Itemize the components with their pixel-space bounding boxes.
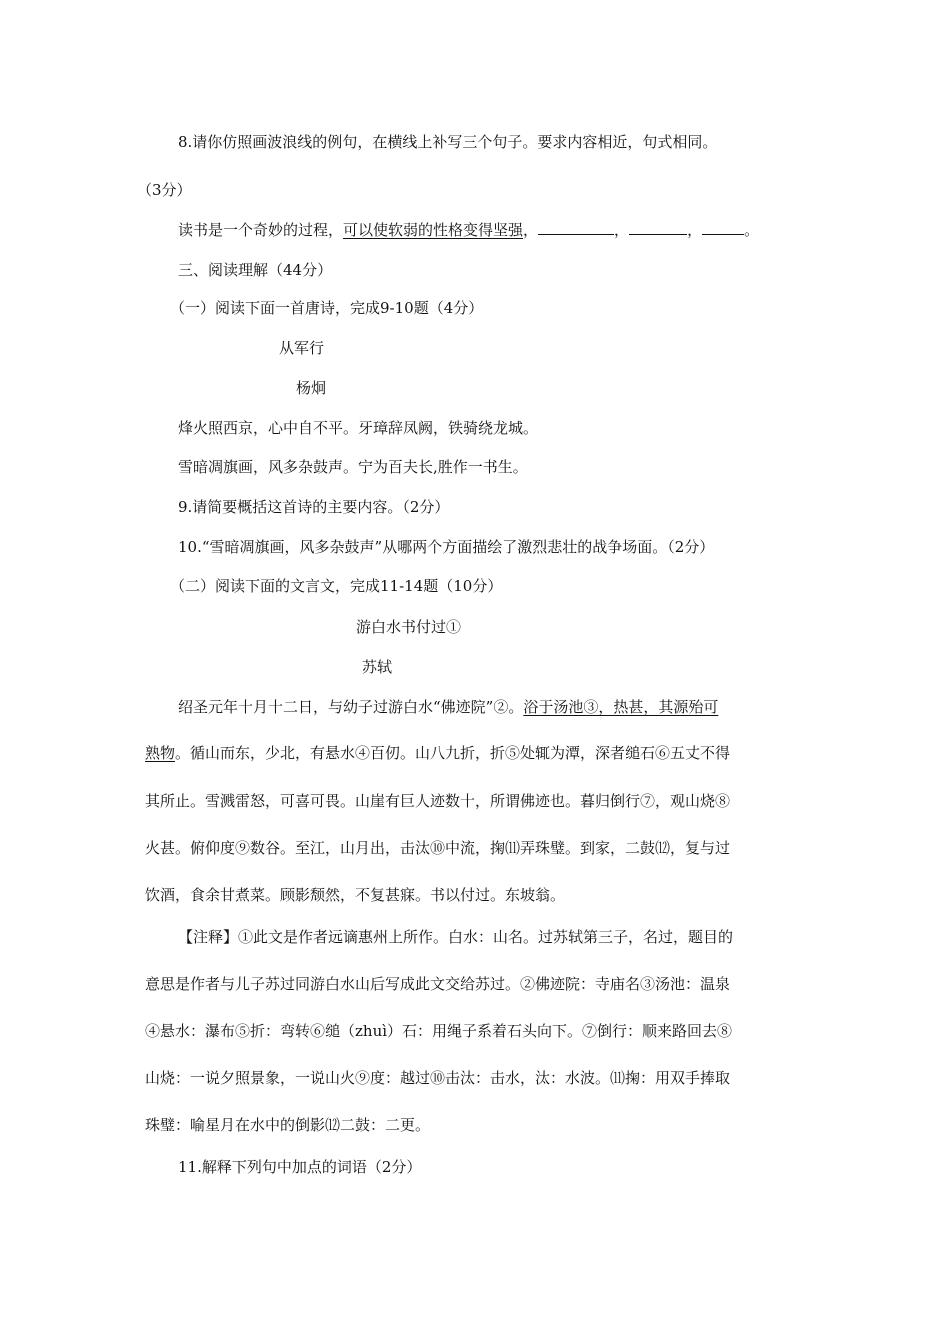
comma: ， <box>614 221 630 239</box>
essay-text: 。循山而东，少北，有悬水④百仞。山八九折，折⑤处辄为潭，深者缒石⑥五丈不得 <box>175 744 731 762</box>
essay-line-2 <box>145 743 730 763</box>
note-line-4: 山烧：一说夕照景象，一说山火⑨度：越过⑩击汰：击水，汰：水波。⑾掬：用双手捧取 <box>145 1069 731 1087</box>
underlined-text: 熟物 <box>145 744 176 762</box>
comma: ， <box>523 221 539 239</box>
blank-1[interactable] <box>538 220 614 235</box>
note-line-2: 意思是作者与儿子苏过同游白水山后写成此文交给苏过。②佛迹院：寺庙名③汤池：温泉 <box>145 975 731 993</box>
note-line-1: 【注释】①此文是作者远谪惠州上所作。白水：山名。过苏轼第三子，名过，题目的 <box>178 928 734 946</box>
blank-2[interactable] <box>629 220 687 235</box>
q8-points: （3分） <box>137 181 192 199</box>
question-11: 11.解释下列句中加点的词语（2分） <box>178 1158 422 1176</box>
poem-author: 杨炯 <box>296 379 327 397</box>
q8-sentence <box>178 220 759 240</box>
underlined-text: 浴于汤池③，热甚，其源殆可 <box>523 698 719 716</box>
part1-heading: （一）阅读下面一首唐诗，完成9-10题（4分） <box>170 299 484 317</box>
sentence-start: 读书是一个奇妙的过程， <box>178 221 344 239</box>
example-sentence: 可以使软弱的性格变得坚强 <box>343 221 524 239</box>
essay-line-5: 饮酒，食余甘煮菜。顾影颓然，不复甚寐。书以付过。东坡翁。 <box>145 886 566 904</box>
essay-author: 苏轼 <box>362 658 393 676</box>
q8-line: 8.请你仿照画波浪线的例句，在横线上补写三个句子。要求内容相近，句式相同。 <box>178 133 718 151</box>
essay-line-4: 火甚。俯仰度⑨数谷。至江，山月出，击汰⑩中流，掬⑾弄珠璧。到家，二鼓⑿，复与过 <box>145 839 731 857</box>
essay-title: 游白水书付过① <box>356 618 462 636</box>
blank-3[interactable] <box>702 220 744 235</box>
question-10: 10.“雪暗凋旗画，风多杂鼓声”从哪两个方面描绘了激烈悲壮的战争场面。（2分） <box>178 538 715 556</box>
essay-line-1 <box>178 697 718 717</box>
poem-line-1: 烽火照西京，心中自不平。牙璋辞凤阙，铁骑绕龙城。 <box>178 419 539 437</box>
question-9: 9.请简要概括这首诗的主要内容。（2分） <box>178 498 450 516</box>
note-line-3: ④悬水：瀑布⑤折：弯转⑥缒（zhuì）石：用绳子系着石头向下。⑦倒行：顺来路回去⑧ <box>145 1022 733 1040</box>
period: 。 <box>744 221 760 239</box>
essay-line-3: 其所止。雪溅雷怒，可喜可畏。山崖有巨人迹数十，所谓佛迹也。暮归倒行⑦，观山烧⑧ <box>145 792 731 810</box>
comma: ， <box>687 221 703 239</box>
part2-heading: （二）阅读下面的文言文，完成11-14题（10分） <box>170 577 503 595</box>
poem-title: 从军行 <box>279 339 325 357</box>
section-heading: 三、阅读理解（44分） <box>178 261 333 279</box>
note-line-5: 珠璧：喻星月在水中的倒影⑿二鼓：二更。 <box>145 1116 431 1134</box>
essay-text: 绍圣元年十月十二日，与幼子过游白水“佛迹院”②。 <box>178 698 524 716</box>
poem-line-2: 雪暗凋旗画，风多杂鼓声。宁为百夫长,胜作一书生。 <box>178 458 528 476</box>
